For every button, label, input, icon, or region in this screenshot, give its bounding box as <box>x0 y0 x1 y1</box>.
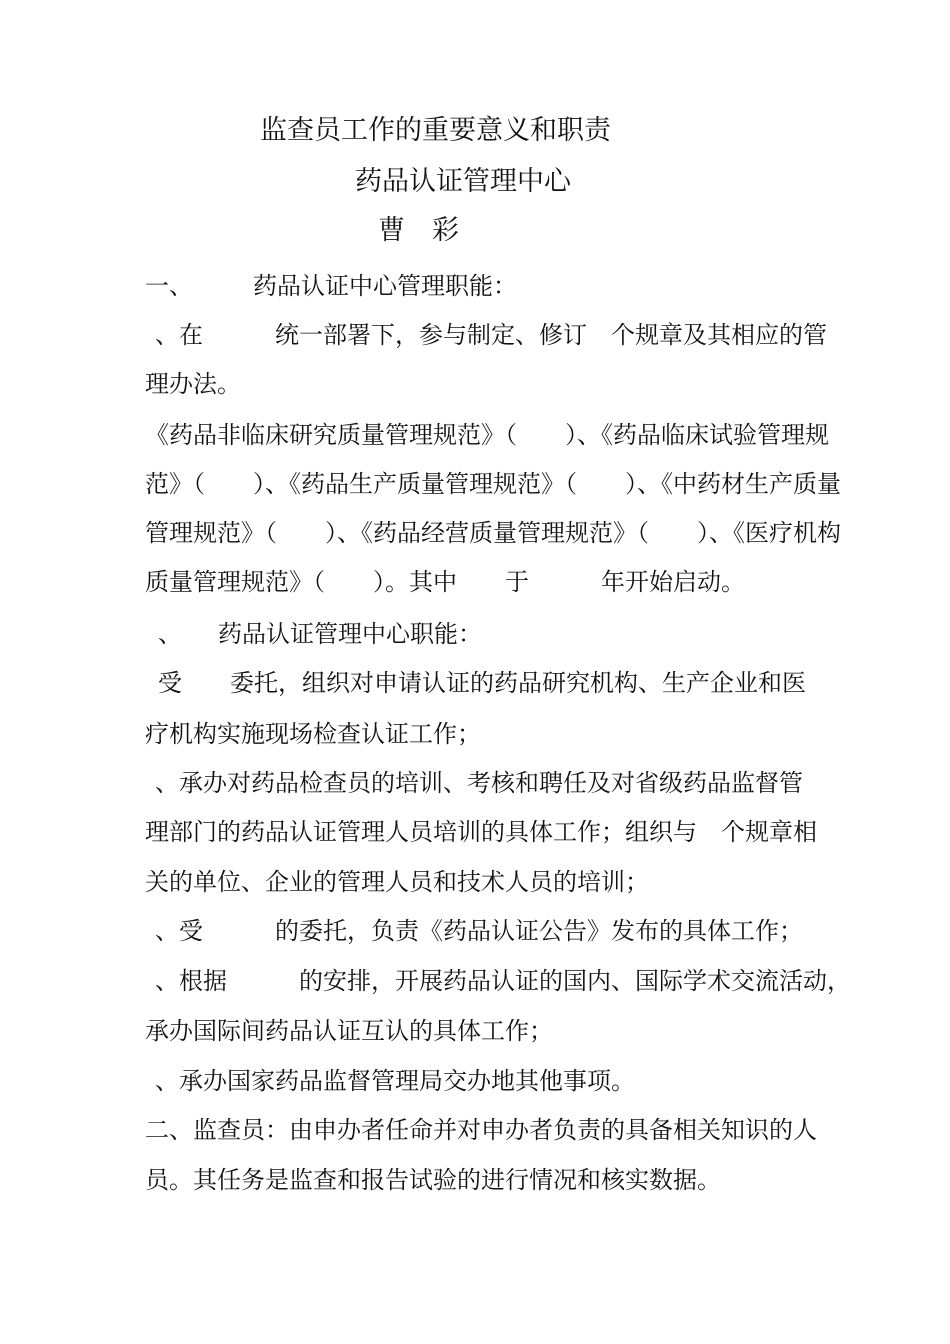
document-title: 监查员工作的重要意义和职责 <box>260 115 611 146</box>
section2-line: 二、监查员：由申办者任命并对申办者负责的具备相关知识的人 <box>145 1116 817 1144</box>
paragraph-line: 、在 统一部署下，参与制定、修订 个规章及其相应的管 <box>155 321 827 349</box>
paragraph-line: 疗机构实施现场检查认证工作； <box>145 720 481 748</box>
paragraph-line: 质量管理规范》（ ）。其中 于 年开始启动。 <box>145 568 745 596</box>
section1-heading: 一、 药品认证中心管理职能： <box>145 272 517 300</box>
organization-name: 药品认证管理中心 <box>355 166 571 197</box>
paragraph-line: 《药品非临床研究质量管理规范》（ ）、《药品临床试验管理规 <box>145 421 829 449</box>
subsection-heading: 、 药品认证管理中心职能： <box>158 620 482 648</box>
paragraph-line: 、根据 的安排，开展药品认证的国内、国际学术交流活动， <box>155 967 851 995</box>
paragraph-line: 理部门的药品认证管理人员培训的具体工作；组织与 个规章相 <box>145 818 817 846</box>
paragraph-line: 管理规范》（ ）、《药品经营质量管理规范》（ ）、《医疗机构 <box>145 519 841 547</box>
paragraph-line: 、受 的委托，负责《药品认证公告》发布的具体工作； <box>155 917 803 945</box>
paragraph-line: 受 委托，组织对申请认证的药品研究机构、生产企业和医 <box>158 669 806 697</box>
section2-line: 员。其任务是监查和报告试验的进行情况和核实数据。 <box>145 1166 721 1194</box>
paragraph-line: 范》（ ）、《药品生产质量管理规范》（ ）、《中药材生产质量 <box>145 470 841 498</box>
author-name: 曹 彩 <box>378 215 459 246</box>
paragraph-line: 关的单位、企业的管理人员和技术人员的培训； <box>145 868 649 896</box>
paragraph-line: 、承办国家药品监督管理局交办地其他事项。 <box>155 1067 635 1095</box>
paragraph-line: 、承办对药品检查员的培训、考核和聘任及对省级药品监督管 <box>155 769 803 797</box>
paragraph-line: 承办国际间药品认证互认的具体工作； <box>145 1017 553 1045</box>
paragraph-line: 理办法。 <box>145 370 241 398</box>
